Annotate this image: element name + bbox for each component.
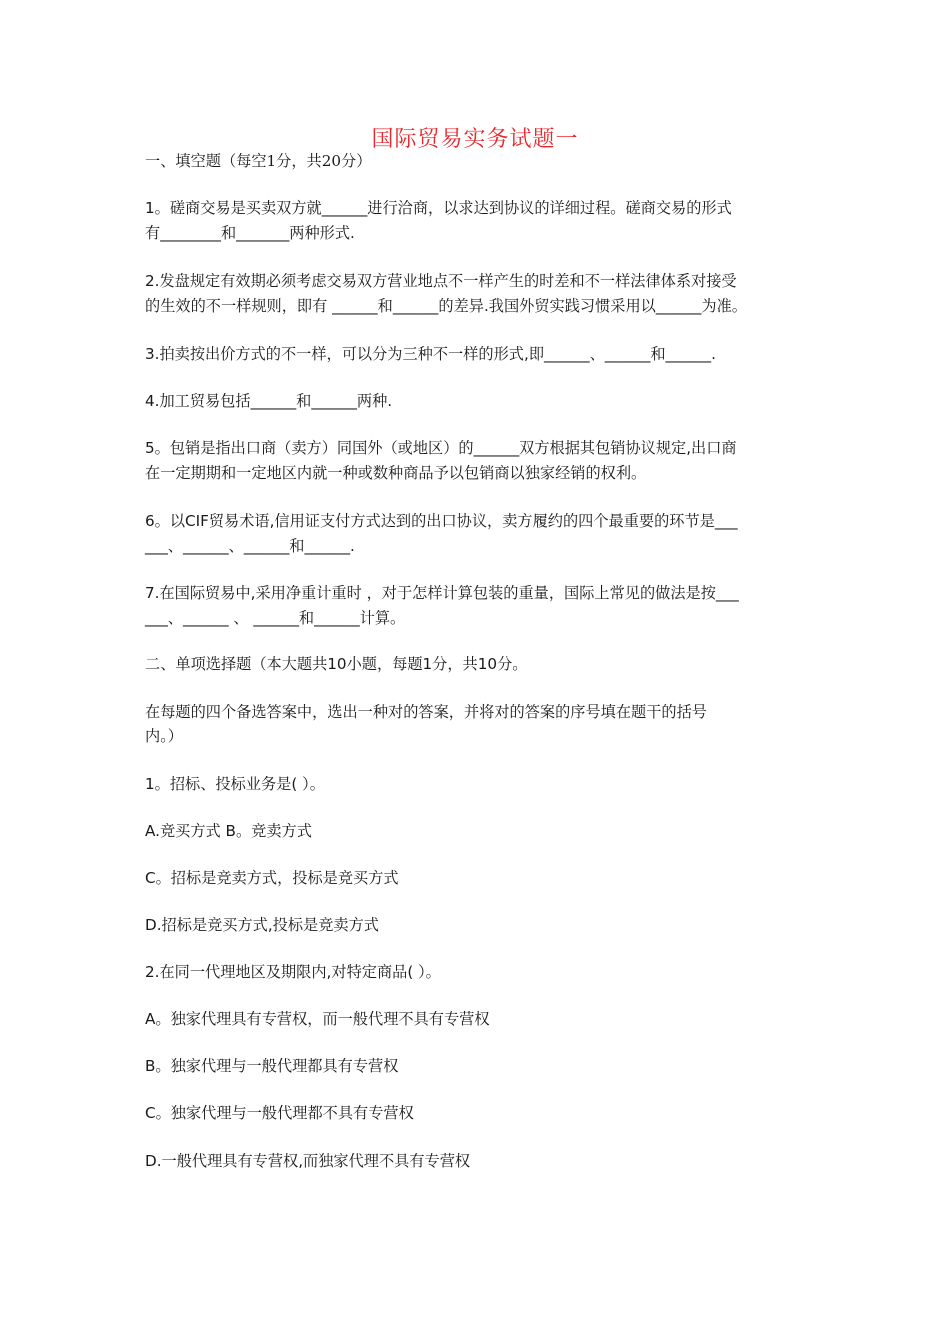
question-2-line-2: 的生效的不一样规则，即有 ______和______的差异.我国外贸实践习惯采用以______为准。 — [145, 297, 747, 315]
question-5-line-2: 在一定期期和一定地区内就一种或数种商品予以包销商以独家经销的权利。 — [145, 464, 647, 482]
mc-question-2-stem: 2.在同一代理地区及期限内,对特定商品( ）。 — [145, 963, 441, 981]
mc-question-1-option-d: D.招标是竞买方式,投标是竞卖方式 — [145, 916, 379, 934]
section-2-heading: 二、单项选择题（本大题共10小题，每题1分，共10分。 — [145, 655, 528, 673]
section-2-instruction-line-2: 内。） — [145, 727, 183, 745]
mc-question-2-option-c: C。独家代理与一般代理都不具有专营权 — [145, 1104, 414, 1122]
question-1-line-1: 1。磋商交易是买卖双方就______进行洽商，以求达到协议的详细过程。磋商交易的形式 — [145, 199, 732, 217]
question-7-line-1: 7.在国际贸易中,采用净重计重时 ，对于怎样计算包装的重量，国际上常见的做法是按___ — [145, 584, 739, 602]
question-5-line-1: 5。包销是指出口商（卖方）同国外（或地区）的______双方根据其包销协议规定,出口商 — [145, 439, 737, 457]
section-1-heading: 一、填空题（每空1分，共20分） — [145, 152, 372, 170]
question-4-line-1: 4.加工贸易包括______和______两种. — [145, 392, 393, 410]
question-6-line-1: 6。以CIF贸易术语,信用证支付方式达到的出口协议，卖方履约的四个最重要的环节是___ — [145, 512, 738, 530]
section-2-instruction-line-1: 在每题的四个备选答案中，选出一种对的答案，并将对的答案的序号填在题干的括号 — [145, 703, 707, 721]
mc-question-1-option-ab: A.竞买方式 B。竞卖方式 — [145, 822, 312, 840]
question-6-line-2: ___、______、______和______. — [145, 537, 355, 555]
mc-question-2-option-a: A。独家代理具有专营权，而一般代理不具有专营权 — [145, 1010, 490, 1028]
question-7-line-2: ___、______ 、 ______和______计算。 — [145, 609, 406, 627]
mc-question-1-option-c: C。招标是竞卖方式，投标是竞买方式 — [145, 869, 399, 887]
mc-question-2-option-b: B。独家代理与一般代理都具有专营权 — [145, 1057, 399, 1075]
document-title: 国际贸易实务试题一 — [371, 127, 579, 152]
mc-question-1-stem: 1。招标、投标业务是( ）。 — [145, 775, 325, 793]
mc-question-2-option-d: D.一般代理具有专营权,而独家代理不具有专营权 — [145, 1152, 471, 1170]
question-2-line-1: 2.发盘规定有效期必须考虑交易双方营业地点不一样产生的时差和不一样法律体系对接受 — [145, 272, 737, 290]
question-3-line-1: 3.拍卖按出价方式的不一样，可以分为三种不一样的形式,即______、______和______. — [145, 345, 716, 363]
question-1-line-2: 有________和_______两种形式. — [145, 224, 355, 242]
